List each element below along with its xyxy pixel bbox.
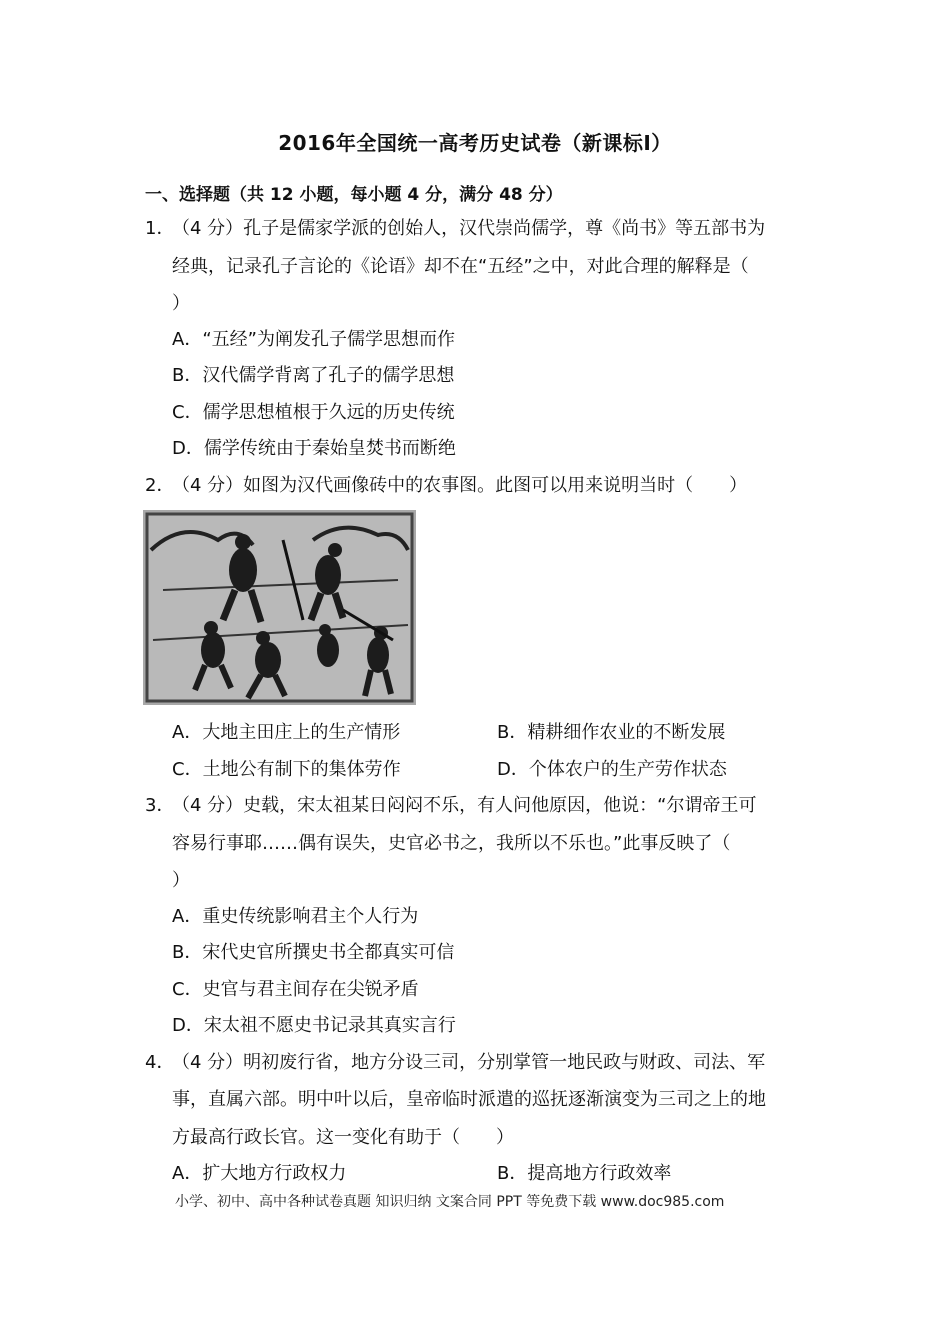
option-d: D．宋太祖不愿史书记录其真实言行: [172, 1015, 456, 1036]
question-text: （4 分）明初废行省，地方分设三司，分别掌管一地民政与财政、司法、军: [172, 1052, 766, 1073]
option-b: B．宋代史官所撰史书全都真实可信: [172, 942, 455, 963]
question-text: ）: [172, 293, 190, 314]
option-d: D．儒学传统由于秦始皇焚书而断绝: [172, 438, 456, 459]
page-title: 2016年全国统一高考历史试卷（新课标I）: [278, 131, 672, 155]
option-a: A．“五经”为阐发孔子儒学思想而作: [172, 329, 455, 350]
option-a: A．扩大地方行政权力: [172, 1163, 347, 1184]
question-number: 4．: [145, 1052, 175, 1073]
question-text: ）: [172, 870, 190, 891]
farming-scene-illustration: [143, 510, 416, 705]
question-number: 1．: [145, 218, 175, 239]
question-text: （4 分）如图为汉代画像砖中的农事图。此图可以用来说明当时（ ）: [172, 475, 748, 496]
question-text: 容易行事耶……偶有误失，史官必书之，我所以不乐也。”此事反映了（: [172, 833, 731, 854]
option-a: A．大地主田庄上的生产情形: [172, 722, 401, 743]
option-b: B．精耕细作农业的不断发展: [497, 722, 726, 743]
option-d: D．个体农户的生产劳作状态: [497, 759, 727, 780]
question-text: 经典，记录孔子言论的《论语》却不在“五经”之中，对此合理的解释是（: [172, 256, 749, 277]
question-text: （4 分）孔子是儒家学派的创始人，汉代崇尚儒学，尊《尚书》等五部书为: [172, 218, 766, 239]
han-brick-farming-image: [143, 510, 416, 705]
option-b: B．汉代儒学背离了孔子的儒学思想: [172, 365, 455, 386]
question-text: （4 分）史载，宋太祖某日闷闷不乐，有人问他原因，他说：“尔谓帝王可: [172, 795, 757, 816]
question-text: 方最高行政长官。这一变化有助于（ ）: [172, 1127, 514, 1148]
option-c: C．史官与君主间存在尖锐矛盾: [172, 979, 419, 1000]
option-c: C．土地公有制下的集体劳作: [172, 759, 401, 780]
option-b: B．提高地方行政效率: [497, 1163, 672, 1184]
question-text: 事，直属六部。明中叶以后，皇帝临时派遣的巡抚逐渐演变为三司之上的地: [172, 1089, 766, 1110]
section-heading: 一、选择题（共 12 小题，每小题 4 分，满分 48 分）: [145, 185, 563, 205]
page-footer: 小学、初中、高中各种试卷真题 知识归纳 文案合同 PPT 等免费下载 www.doc985.com: [175, 1194, 725, 1210]
option-c: C．儒学思想植根于久远的历史传统: [172, 402, 455, 423]
question-number: 2．: [145, 475, 175, 496]
question-number: 3．: [145, 795, 175, 816]
option-a: A．重史传统影响君主个人行为: [172, 906, 419, 927]
